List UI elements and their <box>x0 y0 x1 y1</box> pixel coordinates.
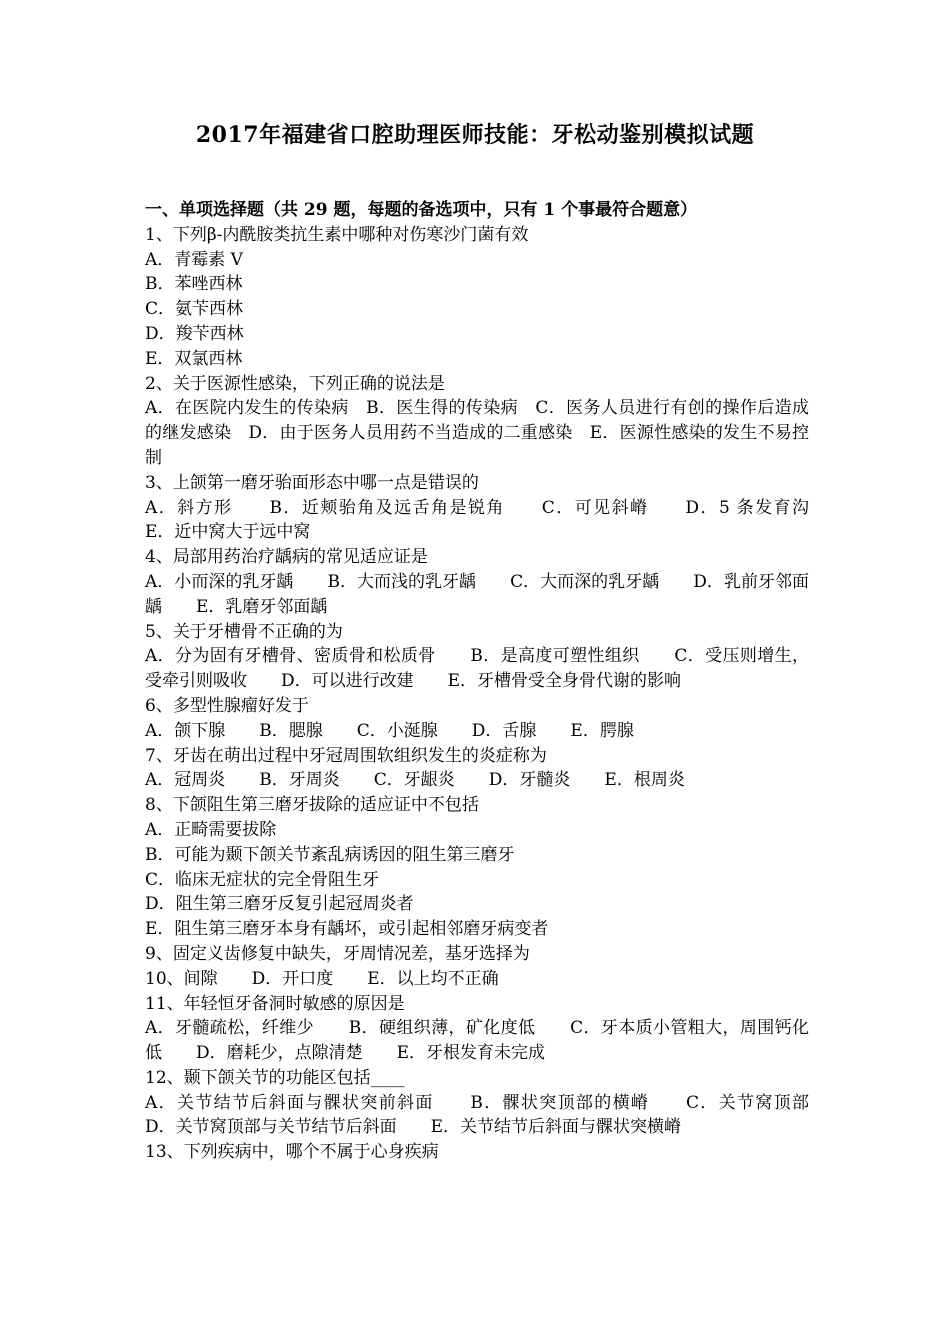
question-2-stem: 2、关于医源性感染，下列正确的说法是 <box>145 373 445 394</box>
question-1-option-e: E．双氯西林 <box>145 348 243 369</box>
question-7-options: A．冠周炎 B．牙周炎 C．牙龈炎 D．牙髓炎 E．根周炎 <box>145 770 685 791</box>
question-8-option-c: C．临床无症状的完全骨阻生牙 <box>145 869 380 890</box>
question-8-option-b: B．可能为颞下颌关节紊乱病诱因的阻生第三磨牙 <box>145 844 515 865</box>
question-11-options: A．牙髓疏松，纤维少 B．硬组织薄，矿化度低 C．牙本质小管粗大，周围钙化低 D．磨耗少，点隙清楚 E．牙根发育未完成 <box>145 1018 809 1064</box>
question-8-option-a: A．正畸需要拔除 <box>145 819 277 840</box>
section-heading: 一、单项选择题（共 29 题，每题的备选项中，只有 1 个事最符合题意） <box>145 200 698 220</box>
question-3-stem: 3、上颌第一磨牙骀面形态中哪一点是错误的 <box>145 472 479 493</box>
question-9-stem: 9、固定义齿修复中缺失，牙周情况差，基牙选择为 <box>145 943 530 964</box>
question-1-stem: 1、下列β-内酰胺类抗生素中哪种对伤寒沙门菌有效 <box>145 224 529 245</box>
question-1-option-d: D．羧苄西林 <box>145 323 244 344</box>
question-1-option-b: B．苯唑西林 <box>145 274 243 295</box>
question-12-options: A．关节结节后斜面与髁状突前斜面 B．髁状突顶部的横嵴 C．关节窝顶部 D．关节窝顶部与关节结节后斜面 E．关节结节后斜面与髁状突横嵴 <box>145 1092 911 1138</box>
question-6-stem: 6、多型性腺瘤好发于 <box>145 695 309 716</box>
document-title: 2017年福建省口腔助理医师技能：牙松动鉴别模拟试题 <box>195 122 755 148</box>
question-1-option-c: C．氨苄西林 <box>145 299 244 320</box>
question-8-option-e: E．阻生第三磨牙本身有龋坏，或引起相邻磨牙病变者 <box>145 919 549 940</box>
question-3-options: A．斜方形 B．近颊骀角及远舌角是锐角 C．可见斜嵴 D．5 条发育沟 E．近中窝大于远中窝 <box>145 497 843 543</box>
question-list <box>145 198 911 1165</box>
question-2-options: A．在医院内发生的传染病 B．医生得的传染病 C．医务人员进行有创的操作后造成的继发感染 D．由于医务人员用药不当造成的二重感染 E．医源性感染的发生不易控制 <box>145 398 809 468</box>
question-8-stem: 8、下颌阻生第三磨牙拔除的适应证中不包括 <box>145 795 479 816</box>
question-10-line: 10、间隙 D．开口度 E．以上均不正确 <box>145 968 499 989</box>
question-12-stem: 12、颞下颌关节的功能区包括____ <box>145 1067 405 1088</box>
question-5-stem: 5、关于牙槽骨不正确的为 <box>145 621 343 642</box>
question-4-stem: 4、局部用药治疗龋病的常见适应证是 <box>145 547 428 568</box>
question-6-options: A．颌下腺 B．腮腺 C．小涎腺 D．舌腺 E．腭腺 <box>145 720 634 741</box>
question-5-options: A．分为固有牙槽骨、密质骨和松质骨 B．是高度可塑性组织 C．受压则增生，受牵引则吸收 D．可以进行改建 E．牙槽骨受全身骨代谢的影响 <box>145 646 809 692</box>
question-13-stem: 13、下列疾病中，哪个不属于心身疾病 <box>145 1142 439 1163</box>
question-11-stem: 11、年轻恒牙备洞时敏感的原因是 <box>145 993 405 1014</box>
question-4-options: A．小而深的乳牙龋 B．大而浅的乳牙龋 C．大而深的乳牙龋 D．乳前牙邻面龋 E．乳磨牙邻面龋 <box>145 571 809 617</box>
question-8-option-d: D．阻生第三磨牙反复引起冠周炎者 <box>145 894 414 915</box>
question-7-stem: 7、牙齿在萌出过程中牙冠周围软组织发生的炎症称为 <box>145 745 547 766</box>
question-1-option-a: A．青霉素 V <box>145 249 243 270</box>
